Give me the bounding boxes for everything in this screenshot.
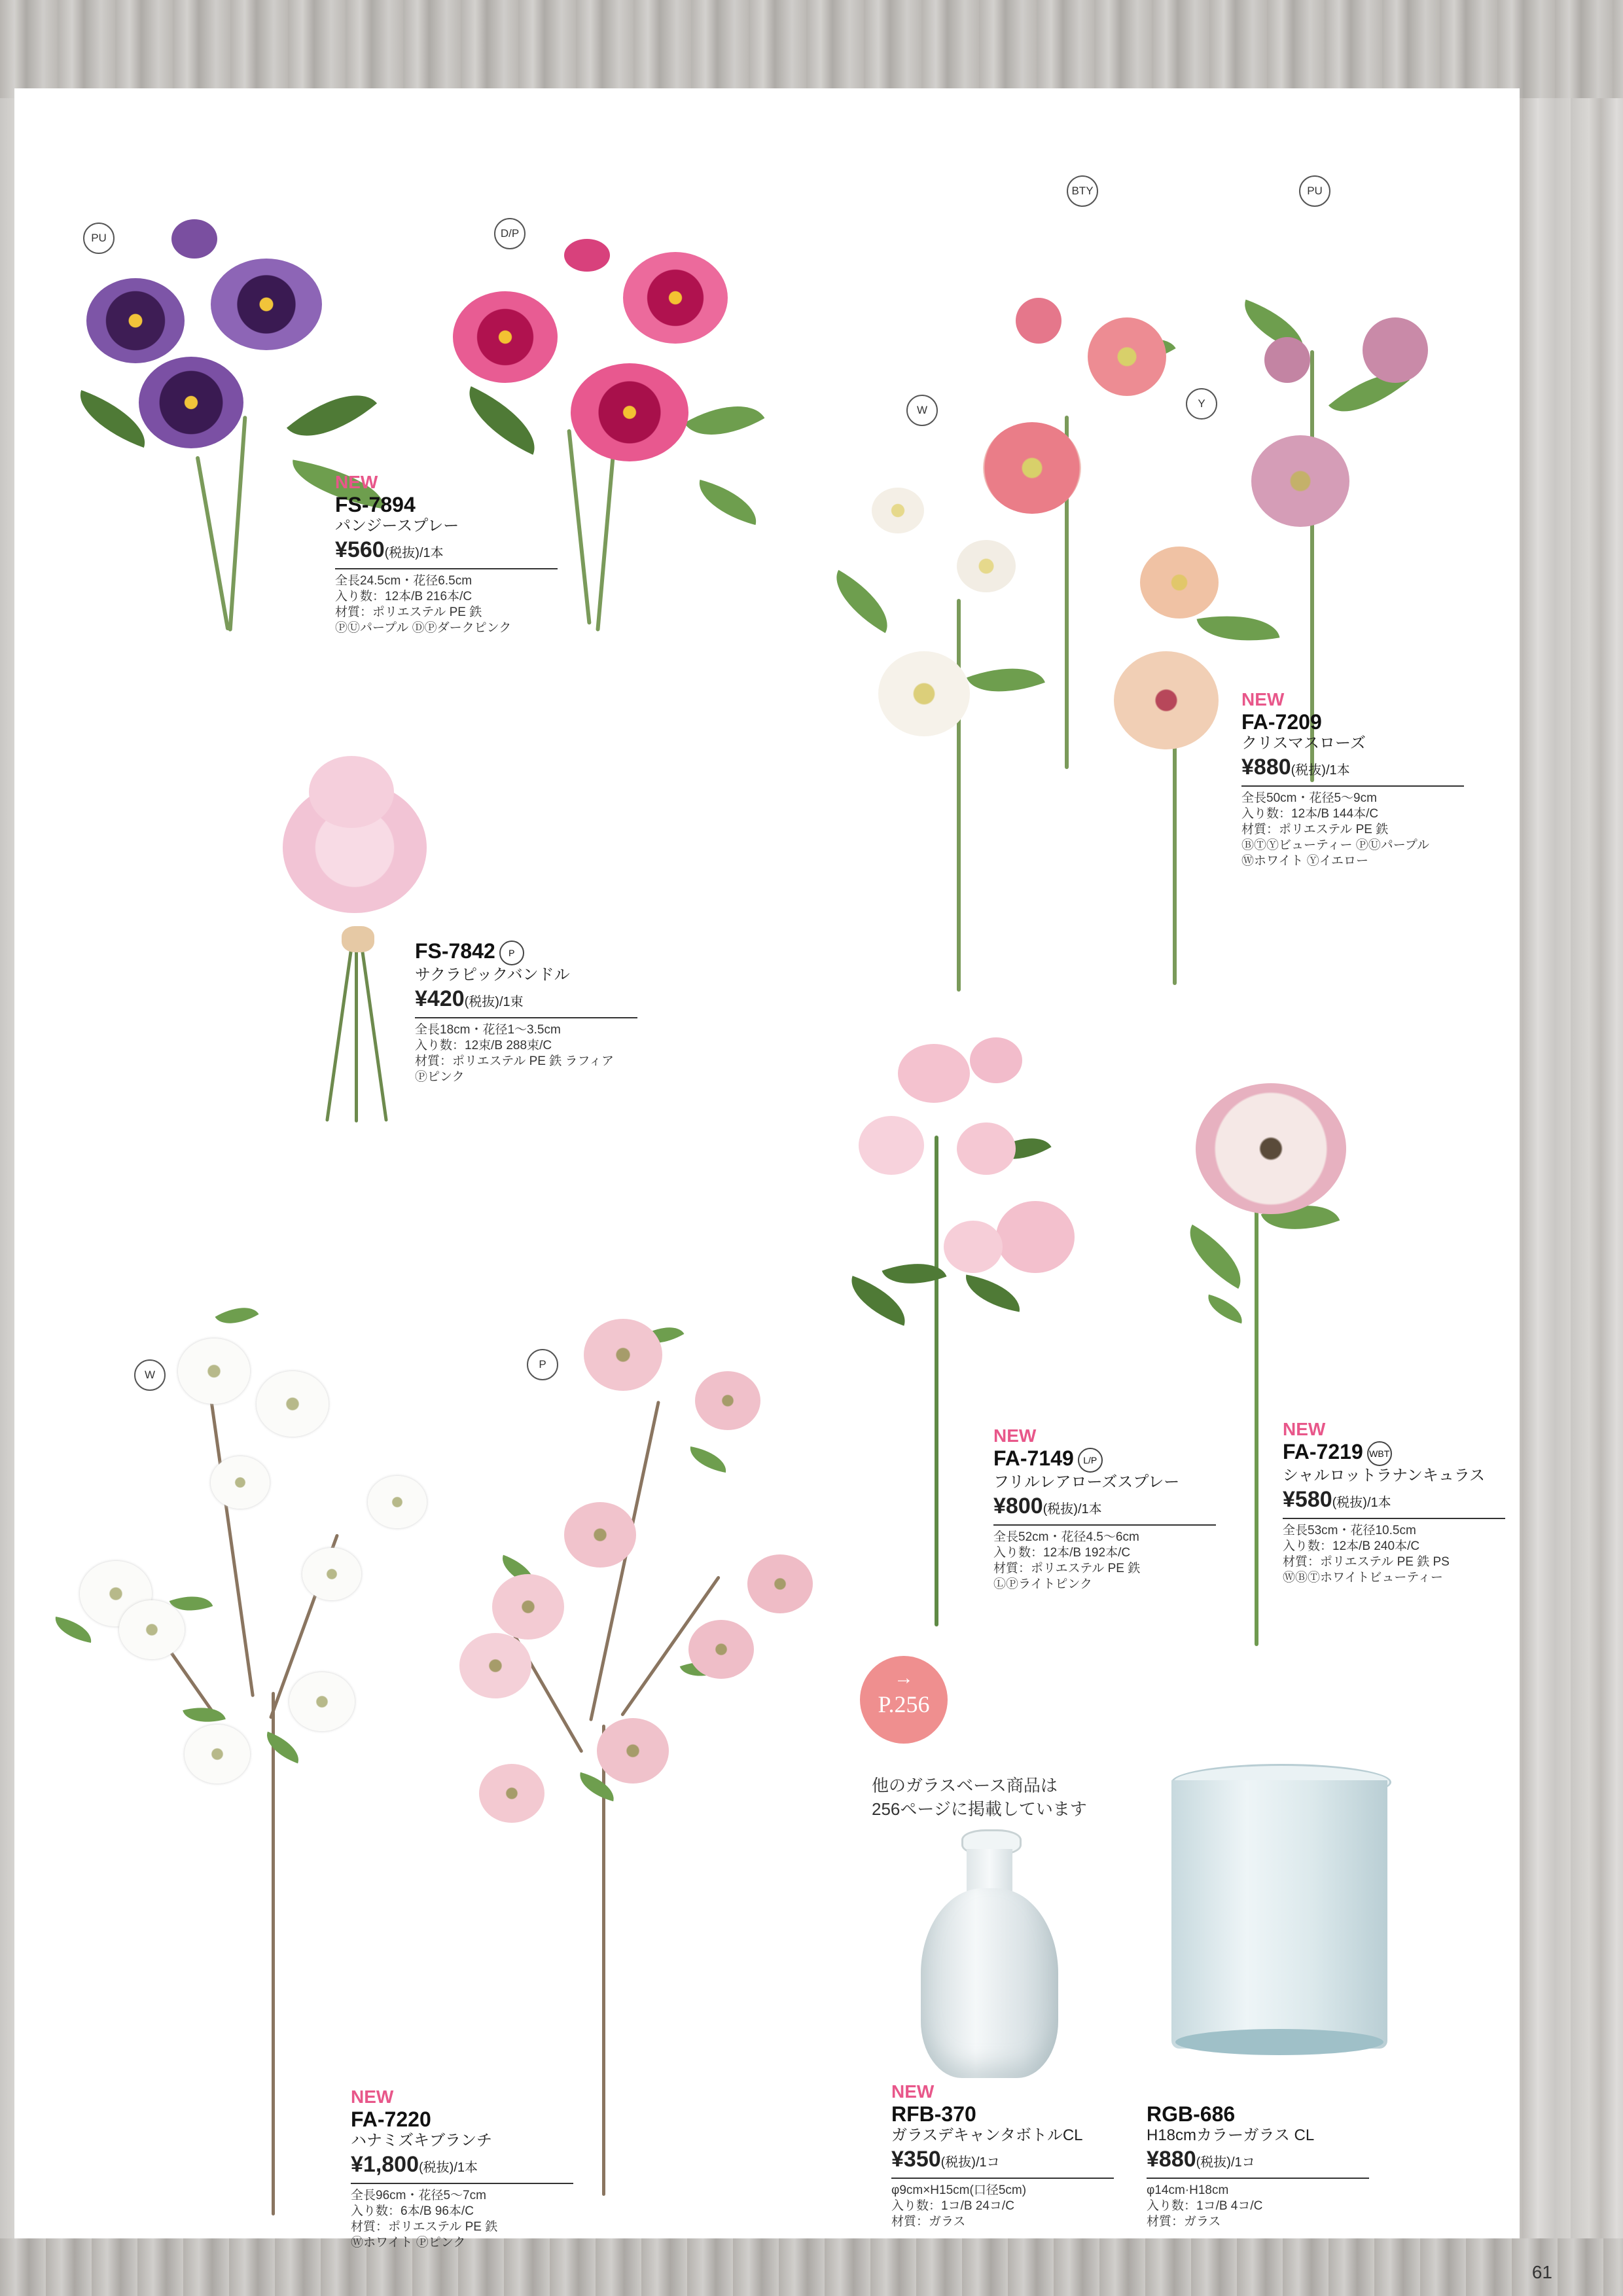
price-tax-note: (税抜) bbox=[1043, 1501, 1078, 1516]
new-label: NEW bbox=[351, 2087, 394, 2107]
price-unit: /1コ bbox=[1230, 2155, 1255, 2170]
price-tax-note: (税抜) bbox=[1291, 763, 1326, 778]
spec-colors: ⒷⓉⓎビューティー ⓅⓊパープル bbox=[1241, 838, 1430, 852]
new-label: NEW bbox=[891, 2081, 935, 2102]
price-tax-note: (税抜) bbox=[384, 546, 419, 560]
product-fs7894 bbox=[335, 472, 558, 636]
price-value: ¥880 bbox=[1147, 2147, 1196, 2172]
price-value: ¥420 bbox=[415, 986, 465, 1011]
price-unit: /1本 bbox=[1366, 1495, 1391, 1510]
color-badge-p-7220: P bbox=[527, 1349, 558, 1380]
product-code: FA-7220 bbox=[351, 2108, 431, 2131]
product-fa7220 bbox=[351, 2087, 573, 2251]
cylinder-glass-image bbox=[1171, 1764, 1387, 2062]
product-rfb370 bbox=[891, 2081, 1114, 2230]
spec-size: φ14cm·H18cm bbox=[1147, 2183, 1229, 2197]
new-label: NEW bbox=[1283, 1419, 1326, 1439]
product-code: RGB-686 bbox=[1147, 2102, 1236, 2126]
spec-material: 材質：ポリエステル PE 鉄 PS bbox=[1283, 1554, 1450, 1569]
spec-size: φ9cm×H15cm(口径5cm) bbox=[891, 2183, 1027, 2197]
page-header bbox=[818, 131, 1415, 169]
product-price bbox=[891, 2145, 1114, 2179]
color-badge-w: W bbox=[906, 395, 938, 426]
product-name: シャルロットラナンキュラス bbox=[1283, 1466, 1486, 1484]
price-value: ¥1,800 bbox=[351, 2152, 419, 2177]
product-code-text: FA-7149 bbox=[993, 1446, 1074, 1470]
wood-background-bottom bbox=[0, 2238, 1623, 2296]
spec-quantity: 入り数：12本/B 144本/C bbox=[1241, 807, 1379, 821]
spec-material: 材質：ガラス bbox=[1147, 2215, 1221, 2229]
price-unit: /1本 bbox=[454, 2161, 478, 2175]
spec-size: 全長52cm・花径4.5〜6cm bbox=[993, 1530, 1139, 1544]
product-code: FS-7894 bbox=[335, 493, 416, 516]
price-unit: /1本 bbox=[1077, 1501, 1102, 1516]
product-name: フリルレアローズスプレー bbox=[993, 1473, 1180, 1491]
spec-size: 全長18cm・花径1〜3.5cm bbox=[415, 1022, 561, 1037]
spec-colors-2: Ⓦホワイト Ⓨイエロー bbox=[1241, 854, 1368, 868]
header-title: PRINTEMPS DRESSER bbox=[1038, 132, 1415, 168]
spec-colors: ⓁⓅライトピンク bbox=[993, 1577, 1093, 1591]
page-reference-badge[interactable] bbox=[860, 1656, 948, 1744]
header-theme: 2019 SPRING THEME bbox=[818, 139, 1024, 160]
spec-size: 全長96cm・花径5〜7cm bbox=[351, 2189, 486, 2202]
spec-quantity: 入り数：1コ/B 4コ/C bbox=[1147, 2199, 1263, 2213]
reference-note-line1: 他のガラスベース商品は bbox=[872, 1776, 1058, 1795]
price-tax-note: (税抜) bbox=[419, 2161, 454, 2175]
color-badge-p: P bbox=[499, 941, 524, 965]
new-label: NEW bbox=[1241, 689, 1285, 709]
price-value: ¥560 bbox=[335, 537, 385, 562]
product-name: クリスマスローズ bbox=[1241, 734, 1366, 752]
product-price bbox=[415, 985, 637, 1018]
product-fa7149 bbox=[993, 1426, 1216, 1592]
product-rgb686 bbox=[1147, 2102, 1369, 2230]
price-tax-note: (税抜) bbox=[940, 2155, 976, 2170]
color-badge-lp: L/P bbox=[1078, 1448, 1103, 1473]
color-badge-wbt: WBT bbox=[1367, 1441, 1392, 1466]
color-badge-y: Y bbox=[1186, 388, 1217, 420]
price-unit: /1本 bbox=[1325, 763, 1350, 778]
color-badge-w-7220: W bbox=[134, 1359, 166, 1391]
spec-colors: Ⓦホワイト Ⓟピンク bbox=[351, 2236, 466, 2250]
spec-quantity: 入り数：12本/B 240本/C bbox=[1283, 1539, 1420, 1553]
spec-material: 材質：ガラス bbox=[891, 2215, 966, 2229]
price-tax-note: (税抜) bbox=[1332, 1495, 1367, 1510]
color-badge-pu: PU bbox=[83, 223, 115, 254]
price-unit: /1本 bbox=[419, 546, 444, 560]
price-tax-note: (税抜) bbox=[464, 994, 499, 1009]
product-fa7209 bbox=[1241, 689, 1464, 869]
reference-page: P.256 bbox=[878, 1691, 930, 1717]
arrow-right-icon: → bbox=[894, 1667, 914, 1689]
spec-material: 材質：ポリエステル PE 鉄 ラフィア bbox=[415, 1054, 614, 1068]
product-name: パンジースプレー bbox=[335, 517, 459, 535]
color-badge-bty: BTY bbox=[1067, 175, 1098, 207]
product-code bbox=[415, 939, 637, 965]
new-label: NEW bbox=[335, 472, 378, 492]
reference-note bbox=[872, 1774, 1087, 1821]
spec-size: 全長50cm・花径5〜9cm bbox=[1241, 791, 1377, 805]
product-code bbox=[1283, 1440, 1505, 1466]
spec-material: 材質：ポリエステル PE 鉄 bbox=[351, 2220, 498, 2234]
product-price bbox=[351, 2151, 573, 2184]
price-value: ¥580 bbox=[1283, 1486, 1332, 1512]
product-code: FA-7209 bbox=[1241, 710, 1322, 734]
price-unit: /1コ bbox=[975, 2155, 1000, 2170]
catalog-page bbox=[14, 88, 1520, 2250]
product-code-text: FA-7219 bbox=[1283, 1440, 1363, 1463]
spec-quantity: 入り数：12本/B 216本/C bbox=[335, 590, 473, 603]
color-badge-pu-7209: PU bbox=[1299, 175, 1330, 207]
product-price bbox=[335, 536, 558, 569]
spec-quantity: 入り数：12本/B 192本/C bbox=[993, 1545, 1131, 1560]
spec-quantity: 入り数：6本/B 96本/C bbox=[351, 2204, 474, 2218]
spec-material: 材質：ポリエステル PE 鉄 bbox=[1241, 823, 1389, 836]
price-value: ¥800 bbox=[993, 1493, 1043, 1518]
spec-colors: ⓌⒷⓉホワイトビューティー bbox=[1283, 1570, 1443, 1585]
price-value: ¥880 bbox=[1241, 755, 1291, 780]
spec-quantity: 入り数：1コ/B 24コ/C bbox=[891, 2199, 1014, 2213]
new-label: NEW bbox=[993, 1426, 1037, 1446]
spec-material: 材質：ポリエステル PE 鉄 bbox=[993, 1561, 1141, 1575]
product-code-text: FS-7842 bbox=[415, 939, 495, 963]
price-tax-note: (税抜) bbox=[1196, 2155, 1231, 2170]
reference-note-line2: 256ページに掲載しています bbox=[872, 1799, 1087, 1819]
product-name: ハナミズキブランチ bbox=[351, 2132, 492, 2149]
price-unit: /1束 bbox=[499, 994, 524, 1009]
spec-material: 材質：ポリエステル PE 鉄 bbox=[335, 605, 482, 619]
product-name: ガラスデキャンタボトルCL bbox=[891, 2126, 1083, 2144]
wood-background-top bbox=[0, 0, 1623, 98]
product-fs7842 bbox=[415, 939, 637, 1085]
color-badge-dp: D/P bbox=[494, 218, 526, 249]
product-fa7219 bbox=[1283, 1419, 1505, 1586]
product-code: RFB-370 bbox=[891, 2102, 976, 2126]
spec-quantity: 入り数：12束/B 288束/C bbox=[415, 1038, 552, 1052]
page-number: 61 bbox=[1531, 2262, 1552, 2282]
product-name: サクラピックバンドル bbox=[415, 965, 570, 984]
spec-size: 全長53cm・花径10.5cm bbox=[1283, 1523, 1416, 1537]
product-price bbox=[1241, 753, 1464, 787]
spec-size: 全長24.5cm・花径6.5cm bbox=[335, 574, 473, 588]
price-value: ¥350 bbox=[891, 2147, 941, 2172]
decanter-bottle-image bbox=[921, 1829, 1058, 2078]
product-code bbox=[993, 1446, 1216, 1473]
spec-colors: Ⓟピンク bbox=[415, 1069, 465, 1084]
product-price bbox=[993, 1492, 1216, 1526]
product-price bbox=[1147, 2145, 1369, 2179]
product-price bbox=[1283, 1486, 1505, 1519]
product-name: H18cmカラーガラス CL bbox=[1147, 2126, 1315, 2144]
spec-colors: ⓅⓊパープル ⒹⓅダークピンク bbox=[335, 621, 512, 635]
